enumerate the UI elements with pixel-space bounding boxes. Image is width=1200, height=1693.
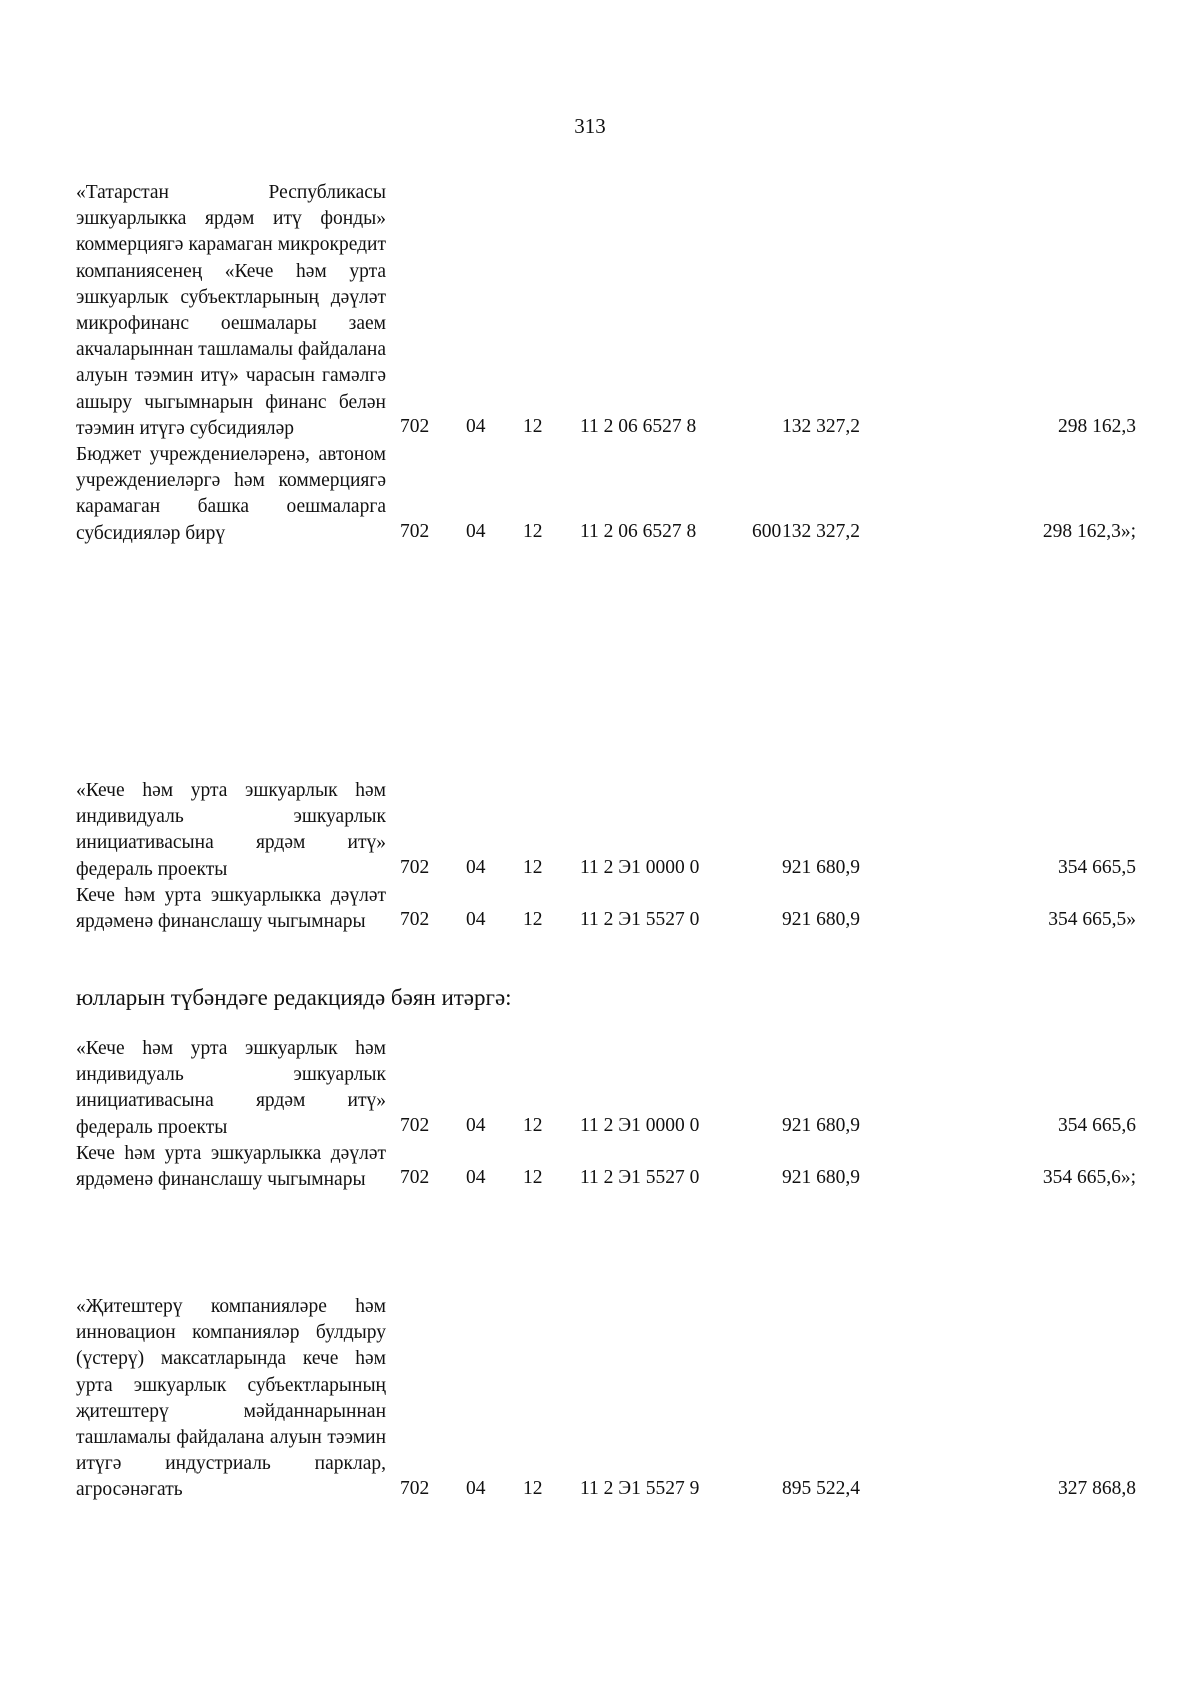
target-article-code: 11 2 Э1 0000 0: [580, 1114, 700, 1136]
table-row: [76, 180, 1136, 442]
target-article-code: 11 2 06 6527 8: [580, 520, 697, 542]
target-article-code: 11 2 Э1 0000 0: [580, 856, 700, 878]
row-description: Бюджет учреждениеләренә, автоном учреждениеләргә һәм коммерциягә карамаган башка оешмаларга субсидияләр бирү: [76, 444, 386, 544]
section-code: 04: [466, 416, 486, 438]
page-number: 313: [574, 114, 606, 138]
amount-year-1: 921 680,9: [782, 856, 860, 878]
subsection-code: 12: [523, 520, 543, 542]
amount-year-1: 895 522,4: [782, 1477, 860, 1499]
row-description: «Кече һәм урта эшкуарлык һәм индивидуаль эшкуарлык инициативасына ярдәм итү» федераль проекты: [76, 1038, 386, 1138]
amount-year-2: 354 665,6»;: [1042, 1167, 1136, 1189]
ministry-code: 702: [400, 520, 430, 542]
section-code: 04: [466, 909, 486, 931]
row-description: «Кече һәм урта эшкуарлык һәм индивидуаль эшкуарлык инициативасына ярдәм итү» федераль проекты: [76, 780, 386, 880]
ministry-code: 702: [400, 909, 430, 931]
budget-block-2: [76, 778, 1136, 935]
ministry-code: 702: [400, 1477, 430, 1499]
section-code: 04: [466, 1167, 486, 1189]
subsection-code: 12: [523, 1167, 543, 1189]
amount-year-2: 298 162,3»;: [1042, 520, 1136, 542]
amount-year-2: 354 665,6: [1058, 1114, 1136, 1136]
section-code: 04: [466, 1477, 486, 1499]
ministry-code: 702: [400, 856, 430, 878]
target-article-code: 11 2 Э1 5527 9: [580, 1477, 700, 1499]
section-code: 04: [466, 856, 486, 878]
amount-year-1: 921 680,9: [782, 1167, 860, 1189]
subsection-code: 12: [523, 856, 543, 878]
subsection-code: 12: [523, 416, 543, 438]
budget-block-4: [76, 1294, 1136, 1504]
row-description: Кече һәм урта эшкуарлыкка дәүләт ярдәменә финанслашу чыгымнары: [76, 884, 386, 933]
ministry-code: 702: [400, 1114, 430, 1136]
target-article-code: 11 2 06 6527 8: [580, 416, 697, 438]
table-row: [76, 1036, 1136, 1141]
subsection-code: 12: [523, 909, 543, 931]
table-row: [76, 442, 1136, 547]
instruction-sentence: юлларын түбәндәге редакциядә бәян итәргә:: [76, 985, 512, 1010]
amount-year-1: 132 327,2: [782, 416, 860, 438]
section-code: 04: [466, 520, 486, 542]
amount-year-1: 921 680,9: [782, 909, 860, 931]
amount-year-1: 132 327,2: [782, 520, 860, 542]
amount-year-2: 298 162,3: [1058, 416, 1136, 438]
table-row: [76, 778, 1136, 883]
amount-year-2: 354 665,5: [1058, 856, 1136, 878]
row-description: «Җитештерү компанияләре һәм инновацион компанияләр булдыру (үстерү) максатларында кече һәм урта эшкуарлык субъектларының җитештерү мәйданнарыннан ташламалы файдалана алуын тәэмин итүгә индустриаль парклар, агросәнәгать: [76, 1296, 386, 1501]
target-article-code: 11 2 Э1 5527 0: [580, 909, 700, 931]
section-code: 04: [466, 1114, 486, 1136]
target-article-code: 11 2 Э1 5527 0: [580, 1167, 700, 1189]
ministry-code: 702: [400, 416, 430, 438]
budget-block-3: [76, 1036, 1136, 1193]
subsection-code: 12: [523, 1477, 543, 1499]
subsection-code: 12: [523, 1114, 543, 1136]
amount-year-1: 921 680,9: [782, 1114, 860, 1136]
table-row: [76, 1141, 1136, 1193]
table-row: [76, 1294, 1136, 1504]
row-description: «Татарстан Республикасы эшкуарлыкка ярдәм итү фонды» коммерциягә карамаган микрокредит компаниясенең «Кече һәм урта эшкуарлык субъектларының дәүләт микрофинанс оешмалары заем акчаларыннан ташламалы файдалана алуын тәэмин итү» чарасын гамәлгә ашыру чыгымнарын финанс белән тәэмин итүгә субсидияләр: [76, 182, 386, 439]
expense-type-code: 600: [752, 520, 782, 542]
row-description: Кече һәм урта эшкуарлыкка дәүләт ярдәменә финанслашу чыгымнары: [76, 1142, 386, 1191]
table-row: [76, 883, 1136, 935]
amount-year-2: 354 665,5»: [1048, 909, 1136, 931]
ministry-code: 702: [400, 1167, 430, 1189]
budget-block-1: [76, 180, 1136, 547]
amount-year-2: 327 868,8: [1058, 1477, 1136, 1499]
